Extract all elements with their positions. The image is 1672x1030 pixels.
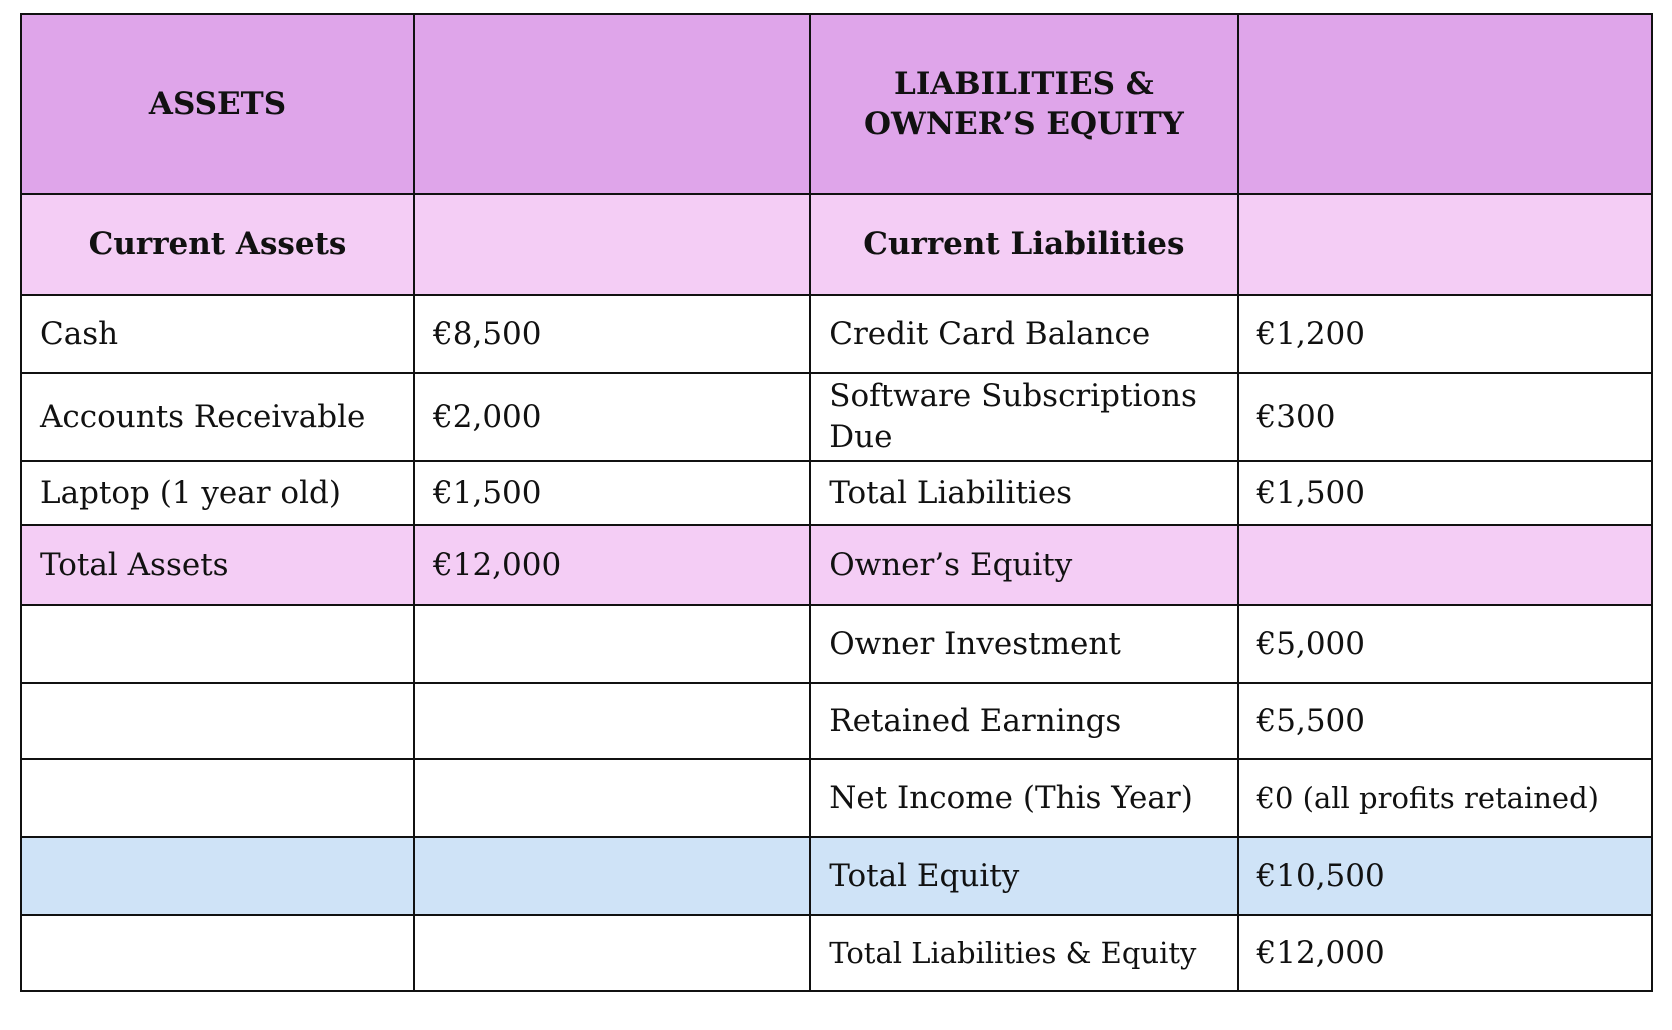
asset-value bbox=[414, 683, 810, 759]
asset-value bbox=[414, 759, 810, 837]
liability-label: Total Equity bbox=[810, 837, 1237, 915]
liability-label: Credit Card Balance bbox=[810, 295, 1237, 373]
table-row bbox=[21, 605, 1652, 683]
liabilities-equity-header bbox=[810, 14, 1237, 194]
asset-label: Total Assets bbox=[21, 525, 414, 605]
liability-value: €0 (all profits retained) bbox=[1238, 759, 1652, 837]
current-assets-subheader: Current Assets bbox=[21, 194, 414, 295]
liability-label: Software Subscriptions Due bbox=[810, 373, 1237, 461]
liability-label: Total Liabilities bbox=[810, 461, 1237, 525]
liability-label: Owner’s Equity bbox=[810, 525, 1237, 605]
assets-value-header bbox=[414, 14, 810, 194]
asset-label: Laptop (1 year old) bbox=[21, 461, 414, 525]
liability-value: €5,500 bbox=[1238, 683, 1652, 759]
asset-label bbox=[21, 683, 414, 759]
current-liabilities-value-subheader bbox=[1238, 194, 1652, 295]
liability-label: Retained Earnings bbox=[810, 683, 1237, 759]
asset-label bbox=[21, 915, 414, 991]
asset-label bbox=[21, 759, 414, 837]
subheader-row bbox=[21, 194, 1652, 295]
liabilities-equity-header-line1: LIABILITIES & bbox=[894, 65, 1154, 102]
asset-value bbox=[414, 915, 810, 991]
balance-sheet-table bbox=[20, 13, 1653, 992]
liability-value: €1,500 bbox=[1238, 461, 1652, 525]
asset-label bbox=[21, 837, 414, 915]
table-row bbox=[21, 759, 1652, 837]
current-assets-value-subheader bbox=[414, 194, 810, 295]
asset-value: €12,000 bbox=[414, 525, 810, 605]
asset-value: €2,000 bbox=[414, 373, 810, 461]
liability-value: €1,200 bbox=[1238, 295, 1652, 373]
liabilities-value-header bbox=[1238, 14, 1652, 194]
liabilities-equity-header-line2: OWNER’S EQUITY bbox=[864, 106, 1184, 142]
liability-label: Total Liabilities & Equity bbox=[810, 915, 1237, 991]
table-row bbox=[21, 373, 1652, 461]
header-row bbox=[21, 14, 1652, 194]
assets-header: ASSETS bbox=[21, 14, 414, 194]
liability-value: €300 bbox=[1238, 373, 1652, 461]
liability-value bbox=[1238, 525, 1652, 605]
asset-value bbox=[414, 605, 810, 683]
table-row bbox=[21, 683, 1652, 759]
asset-label: Cash bbox=[21, 295, 414, 373]
asset-value: €8,500 bbox=[414, 295, 810, 373]
asset-label: Accounts Receivable bbox=[21, 373, 414, 461]
table-row bbox=[21, 461, 1652, 525]
liability-value: €12,000 bbox=[1238, 915, 1652, 991]
table-row bbox=[21, 837, 1652, 915]
liability-value: €5,000 bbox=[1238, 605, 1652, 683]
asset-value: €1,500 bbox=[414, 461, 810, 525]
liability-label: Owner Investment bbox=[810, 605, 1237, 683]
asset-label bbox=[21, 605, 414, 683]
liability-label: Net Income (This Year) bbox=[810, 759, 1237, 837]
current-liabilities-subheader: Current Liabilities bbox=[810, 194, 1237, 295]
liability-value: €10,500 bbox=[1238, 837, 1652, 915]
table-row bbox=[21, 915, 1652, 991]
table-row bbox=[21, 295, 1652, 373]
asset-value bbox=[414, 837, 810, 915]
table-row bbox=[21, 525, 1652, 605]
